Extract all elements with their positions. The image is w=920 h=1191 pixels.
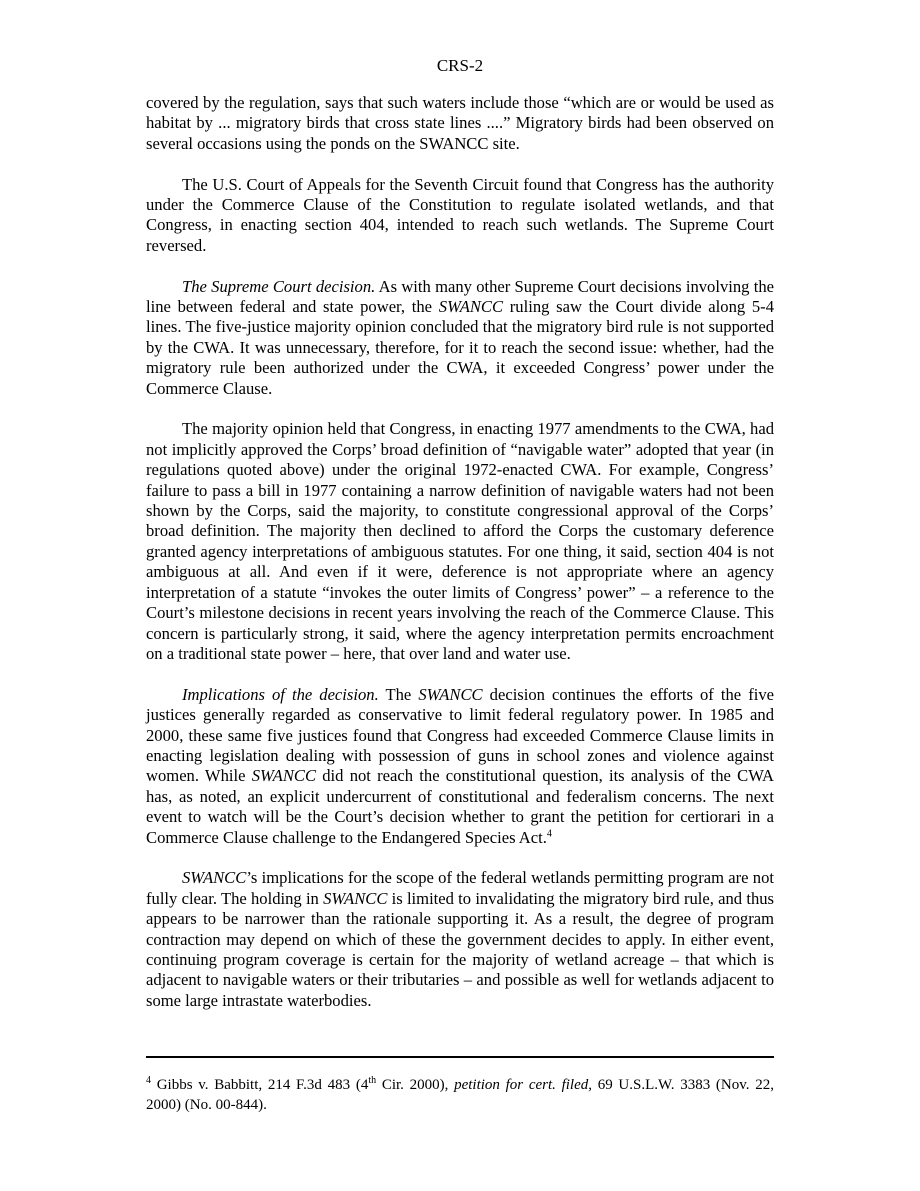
- text-run: ruling saw the Court divide along 5-4 lines. The five-justice majority opinion concluded that the migratory bird rule is not supported by the CWA. It was unnecessary, therefore, for it to reach the second issue: whether, had the migratory rule been authorized under the CWA, it exceeded Congress’ power under the Commerce Clause.: [146, 297, 774, 398]
- citation-italic: petition for cert. filed: [454, 1077, 589, 1093]
- text-run: did not reach the constitutional question, its analysis of the CWA has, as noted, an explicit undercurrent of constitutional and federalism concerns. The next event to watch will be the Court’s decision whether to grant the petition for certiorari in a Commerce Clause challenge to the Endangered Species Act.: [146, 766, 774, 847]
- text-run: , 69 U.S.L.W. 3383 (Nov. 22, 2000) (No. 00-844).: [146, 1077, 774, 1113]
- case-name: SWANCC: [438, 297, 504, 317]
- case-name: SWANCC: [418, 684, 483, 704]
- page-number-header: CRS-2: [436, 56, 484, 75]
- paragraph-1: covered by the regulation, says that such waters include those “which are or would be used as habitat by ... migratory birds that cross state lines ....” Migratory birds had been observed on several occasions using the ponds on the SWANCC site.: [146, 93, 774, 153]
- case-name: SWANCC: [323, 888, 388, 908]
- text-run: Cir. 2000),: [376, 1077, 455, 1093]
- case-name: SWANCC: [182, 868, 247, 888]
- footnote-number: 4: [146, 1075, 151, 1086]
- text-run: is limited to invalidating the migratory bird rule, and thus appears to be narrower than the rationale supporting it. As a result, the degree of program contraction may depend on which of these the government decides to apply. In either event, continuing program coverage is certain for the majority of wetland acreage – that which is adjacent to navigable waters or their tributaries – and possible as well for wetlands adjacent to some large intrastate waterbodies.: [146, 888, 774, 1010]
- text-run: The: [378, 684, 419, 704]
- paragraph-3: [146, 277, 774, 399]
- footnote-4: [146, 1075, 774, 1115]
- paragraph-2: The U.S. Court of Appeals for the Seventh Circuit found that Congress has the authority under the Commerce Clause of the Constitution to regulate isolated wetlands, and that Congress, in enacting section 404, intended to reach such wetlands. The Supreme Court reversed.: [146, 174, 774, 255]
- case-name: SWANCC: [251, 766, 317, 786]
- paragraph-5: [146, 685, 774, 848]
- body-text: [146, 93, 774, 1032]
- text-run: As with many other Supreme Court decisions involving the line between federal and state power, the: [146, 276, 774, 317]
- ordinal-suffix: th: [368, 1075, 377, 1086]
- footnote-reference: 4: [546, 828, 552, 840]
- text-run: decision continues the efforts of the five justices generally regarded as conservative to limit federal regulatory power. In 1985 and 2000, these same five justices found that Congress had exceeded Commerce Clause limits in enacting legislation dealing with possession of guns in school zones and violence against women. While: [146, 684, 774, 786]
- text-run: ’s implications for the scope of the federal wetlands permitting program are not fully clear. The holding in: [146, 868, 774, 908]
- section-lead-supreme-court-decision: The Supreme Court decision.: [182, 276, 376, 296]
- footnote-divider: [146, 1056, 774, 1058]
- section-lead-implications: Implications of the decision.: [182, 684, 379, 704]
- paragraph-6: [146, 868, 774, 1011]
- paragraph-4: The majority opinion held that Congress, in enacting 1977 amendments to the CWA, had not implicitly approved the Corps’ broad definition of “navigable water” adopted that year (in regulations quoted above) under the original 1972-enacted CWA. For example, Congress’ failure to pass a bill in 1977 containing a narrow definition of navigable waters had not been shown by the Corps, said the majority, to constitute congressional approval of the Corps’ broad definition. The majority then declined to afford the Corps the customary deference granted agency interpretations of ambiguous statutes. For one thing, it said, section 404 is not ambiguous at all. And even if it were, deference is not appropriate where an agency interpretation of a statute “invokes the outer limits of Congress’ power” – a reference to the Court’s milestone decisions in recent years involving the reach of the Commerce Clause. This concern is particularly strong, it said, where the agency interpretation permits encroachment on a traditional state power – here, that over land and water use.: [146, 419, 774, 663]
- text-run: Gibbs v. Babbitt, 214 F.3d 483 (4: [151, 1077, 369, 1093]
